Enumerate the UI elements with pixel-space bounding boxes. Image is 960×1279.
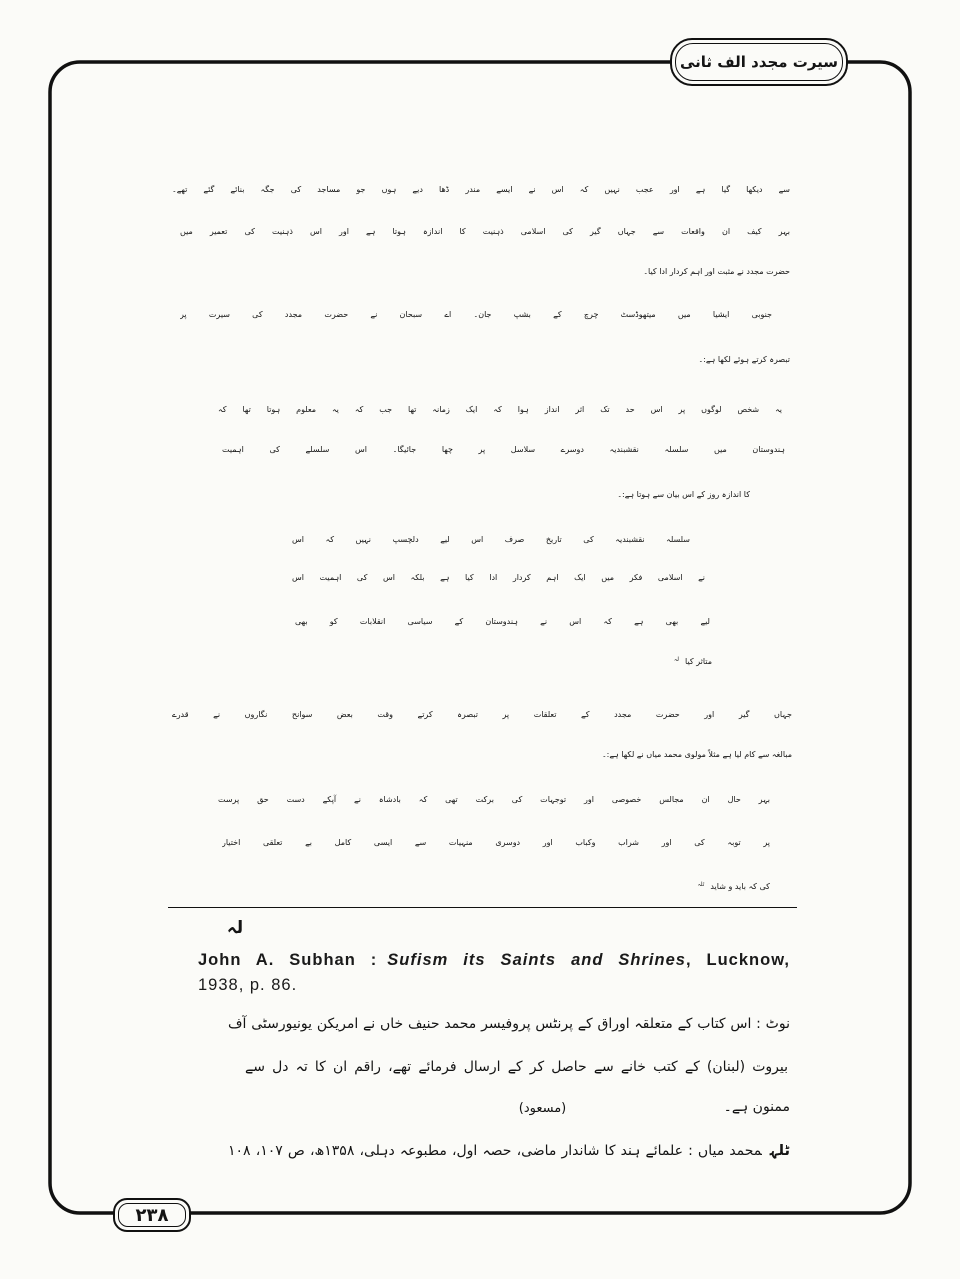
- note-line-3: ممنون ہے۔: [723, 1099, 790, 1115]
- footnote-1-line-2: 1938, p. 86.: [198, 976, 298, 994]
- quote-2-line-4-text: متاثر کیا: [685, 657, 712, 667]
- body-line-3: حضرت مجدد نے مثبت اور اہم کردار ادا کیا۔: [643, 267, 790, 276]
- footnote-ref-1: لہ: [674, 657, 680, 663]
- running-header: [670, 38, 848, 86]
- footnote-1-title: Sufism its Saints and Shrines: [387, 951, 686, 969]
- footnote-separator: [168, 907, 797, 908]
- note-line-1: نوٹ : اس کتاب کے متعلقہ اوراق کے پرنٹس پروفیسر محمد حنیف خاں نے امریکن یونیورسٹی آف: [228, 1016, 790, 1032]
- page-number-badge-inner: [118, 1203, 186, 1227]
- note-signature: (مسعود): [518, 1101, 567, 1116]
- quote-1-line-3: کا اندازہ روز کے اس بیان سے ہوتا ہے:۔: [617, 490, 750, 499]
- book-title: سیرت مجدد الف ثانی: [679, 53, 839, 71]
- quote-3-line-2: پر توبہ کی اور شراب وکباب اور دوسری منہیات سے ایسی کامل بے تعلقی اختیار: [222, 838, 770, 847]
- quote-2-line-2: نے اسلامی فکر میں ایک اہم کردار ادا کیا ہے بلکہ اس کی اہمیت اس: [292, 573, 705, 582]
- body-line-1: سے دیکھا گیا ہے اور عجب نہیں کہ اس نے ایسے مندر ڈھا دیے ہوں جو مساجد کی جگہ بنائے گئے تھے۔: [172, 185, 790, 194]
- quote-1-line-1: یہ شخص لوگوں پر اس حد تک اثر انداز ہوا کہ ایک زمانہ تھا جب کہ یہ معلوم ہوتا تھا کہ: [218, 405, 782, 414]
- quote-1-line-2: ہندوستان میں سلسلہ نقشبندیہ دوسرے سلاسل پر چھا جائیگا۔ اس سلسلے کی اہمیت: [222, 445, 785, 454]
- body-line-5: تبصرہ کرتے ہوئے لکھا ہے:۔: [698, 355, 790, 364]
- quote-2-line-3: لیے بھی ہے کہ اس نے ہندوستان کے سیاسی انقلابات کو بھی: [295, 617, 710, 626]
- page-number-badge: [113, 1198, 191, 1232]
- body-line-4: جنوبی ایشیا میں میتھوڈسٹ چرچ کے بشپ جان۔ اے سبحان نے حضرت مجدد کی سیرت پر: [180, 310, 772, 319]
- quote-3-line-3: [520, 866, 770, 904]
- footnote-1-author: John A. Subhan :: [198, 951, 378, 969]
- footnote-2: [228, 1132, 790, 1170]
- body-line-2: بہر کیف ان واقعات سے جہاں گیر کی اسلامی ذہنیت کا اندازہ ہوتا ہے اور اس ذہنیت کی تعمیر میں: [180, 227, 790, 236]
- footnote-2-marker: ٹلہ: [769, 1142, 790, 1159]
- footnote-2-text: محمد میاں : علمائے ہند کا شاندار ماضی، حصہ اول، مطبوعہ دہلی، ۱۳۵۸ھ، ص ۱۰۷، ۱۰۸: [228, 1143, 762, 1159]
- note-line-2: بیروت (لبنان) کے کتب خانے سے حاصل کر کے ارسال فرمائے تھے، راقم ان کا تہ دل سے: [245, 1059, 788, 1075]
- para-2-line-1: جہاں گیر اور حضرت مجدد کے تعلقات پر تبصرہ کرتے وقت بعض سوانح نگاروں نے قدرے: [172, 710, 792, 719]
- quote-2-line-1: سلسلہ نقشبندیہ کی تاریخ صرف اس لیے دلچسپ نہیں کہ اس: [292, 535, 690, 544]
- quote-2-line-4: [520, 641, 712, 679]
- quote-3-line-3-text: کی کہ باید و شاید: [710, 882, 770, 892]
- quote-3-line-1: بہر حال ان مجالس خصوصی اور توجہات کی برکت تھی کہ بادشاہ نے آپکے دست حق پرست: [218, 795, 770, 804]
- footnote-1-line-1: [198, 946, 790, 974]
- page-number: ۲۳۸: [135, 1204, 169, 1226]
- para-2-line-2: مبالغہ سے کام لیا ہے مثلاً مولوی محمد میاں نے لکھا ہے:۔: [601, 750, 792, 759]
- footnote-ref-2: ٹلہ: [697, 882, 705, 888]
- footnote-1-place: , Lucknow,: [685, 951, 790, 969]
- running-header-inner: [675, 43, 843, 81]
- footnote-1-marker: لہ: [226, 918, 244, 938]
